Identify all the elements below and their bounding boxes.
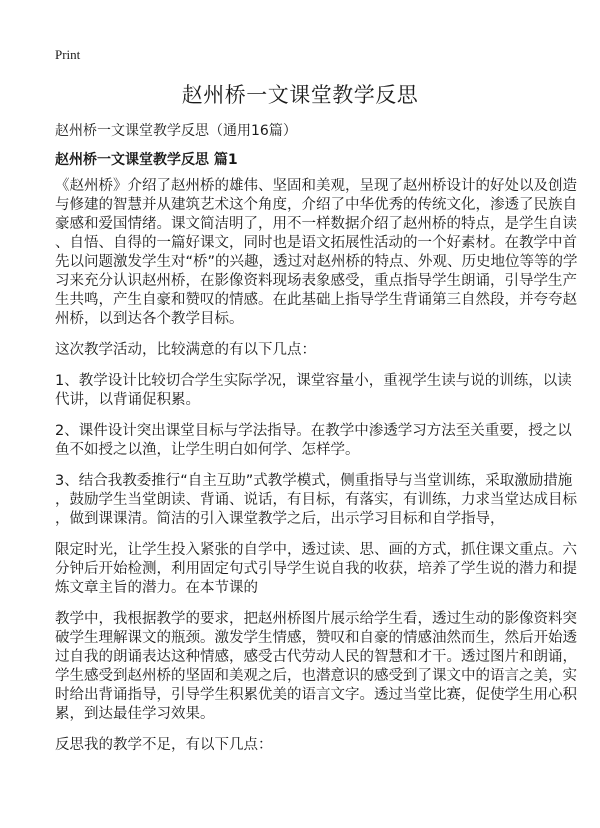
paragraph-line: 时给出背诵指导，引导学生积累优美的语言文字。透过当堂比赛，促使学生用心积 [55, 687, 577, 703]
paragraph-line: 炼文章主旨的潜力。在本节课的 [55, 580, 258, 596]
paragraph [55, 341, 545, 360]
paragraph-line: 分钟后开始检测，利用固定句式引导学生说自我的收获，培养了学生说的潜力和提 [55, 561, 577, 577]
paragraph-line: ，鼓励学生当堂朗读、背诵、说话，有目标，有落实，有训练，力求当堂达成目标 [55, 492, 577, 508]
paragraph-line: 鱼不如授之以渔，让学生明白如何学、怎样学。 [55, 442, 360, 458]
paragraph [55, 610, 577, 724]
paragraph-line: 反思我的教学不足，有以下几点： [55, 737, 273, 753]
paragraph-line: 这次教学活动，比较满意的有以下几点： [55, 342, 316, 358]
paragraph-line: 先以问题激发学生对“桥”的兴趣，透过对赵州桥的特点、外观、历史地位等等的学 [55, 254, 578, 270]
paragraph-line: 州桥，以到达各个教学目标。 [55, 311, 244, 327]
paragraph-line: 限定时光，让学生投入紧张的自学中，透过读、思、画的方式，抓住课文重点。六 [55, 542, 577, 558]
section-heading: 赵州桥一文课堂教学反思 篇1 [55, 152, 238, 168]
paragraph-line: 教学中，我根据教学的要求，把赵州桥图片展示给学生看，透过生动的影像资料突 [55, 611, 577, 627]
paragraph-line: 累，到达最佳学习效果。 [55, 706, 215, 722]
paragraph [55, 372, 572, 410]
paragraph-line: 习来充分认识赵州桥，在影像资料现场表象感受，重点指导学生朗诵，引导学生产 [55, 273, 577, 289]
paragraph-line: ，做到课课清。简洁的引入课堂教学之后，出示学习目标和自学指导， [55, 511, 505, 527]
paragraph-line: 代讲，以背诵促积累。 [55, 392, 200, 408]
document-subtitle: 赵州桥一文课堂教学反思（通用16篇） [55, 123, 297, 139]
paragraph [55, 541, 577, 598]
article-body [55, 177, 578, 767]
paragraph-line: 、自悟、自得的一篇好课文，同时也是语文拓展性活动的一个好素材。在教学中首 [55, 235, 577, 251]
paragraph-line: 生共鸣，产生自豪和赞叹的情感。在此基础上指导学生背诵第三自然段，并夸夸赵 [55, 292, 577, 308]
paragraph-line: 与修建的智慧并从建筑艺术这个角度，介绍了中华优秀的传统文化，渗透了民族自 [55, 197, 577, 213]
paragraph [55, 422, 572, 460]
paragraph-line: 学生感受到赵州桥的坚固和美观之后，也潜意识的感受到了课文中的语言之美，实 [55, 668, 577, 684]
paragraph [55, 736, 545, 755]
paragraph [55, 472, 577, 529]
page-title: 赵州桥一文课堂教学反思 [181, 83, 419, 107]
paragraph-line: 2、课件设计突出课堂目标与学法指导。在教学中渗透学习方法至关重要，授之以 [55, 423, 572, 439]
paragraph-line: 1、教学设计比较切合学生实际学况，课堂容量小，重视学生读与说的训练，以读 [55, 373, 572, 389]
paragraph-line: 3、结合我教委推行“自主互助”式教学模式，侧重指导与当堂训练，采取激励措施 [55, 473, 573, 489]
paragraph-line: 过自我的朗诵表达这种情感，感受古代劳动人民的智慧和才干。透过图片和朗诵， [55, 649, 577, 665]
paragraph-line: 豪感和爱国情绪。课文简洁明了，用不一样数据介绍了赵州桥的特点，是学生自读 [55, 216, 577, 232]
paragraph-line: 破学生理解课文的瓶颈。激发学生情感，赞叹和自豪的情感油然而生，然后开始透 [55, 630, 577, 646]
print-link[interactable]: Print [55, 47, 81, 62]
paragraph-line: 《赵州桥》介绍了赵州桥的雄伟、坚固和美观，呈现了赵州桥设计的好处以及创造 [55, 178, 577, 194]
paragraph [55, 177, 578, 329]
